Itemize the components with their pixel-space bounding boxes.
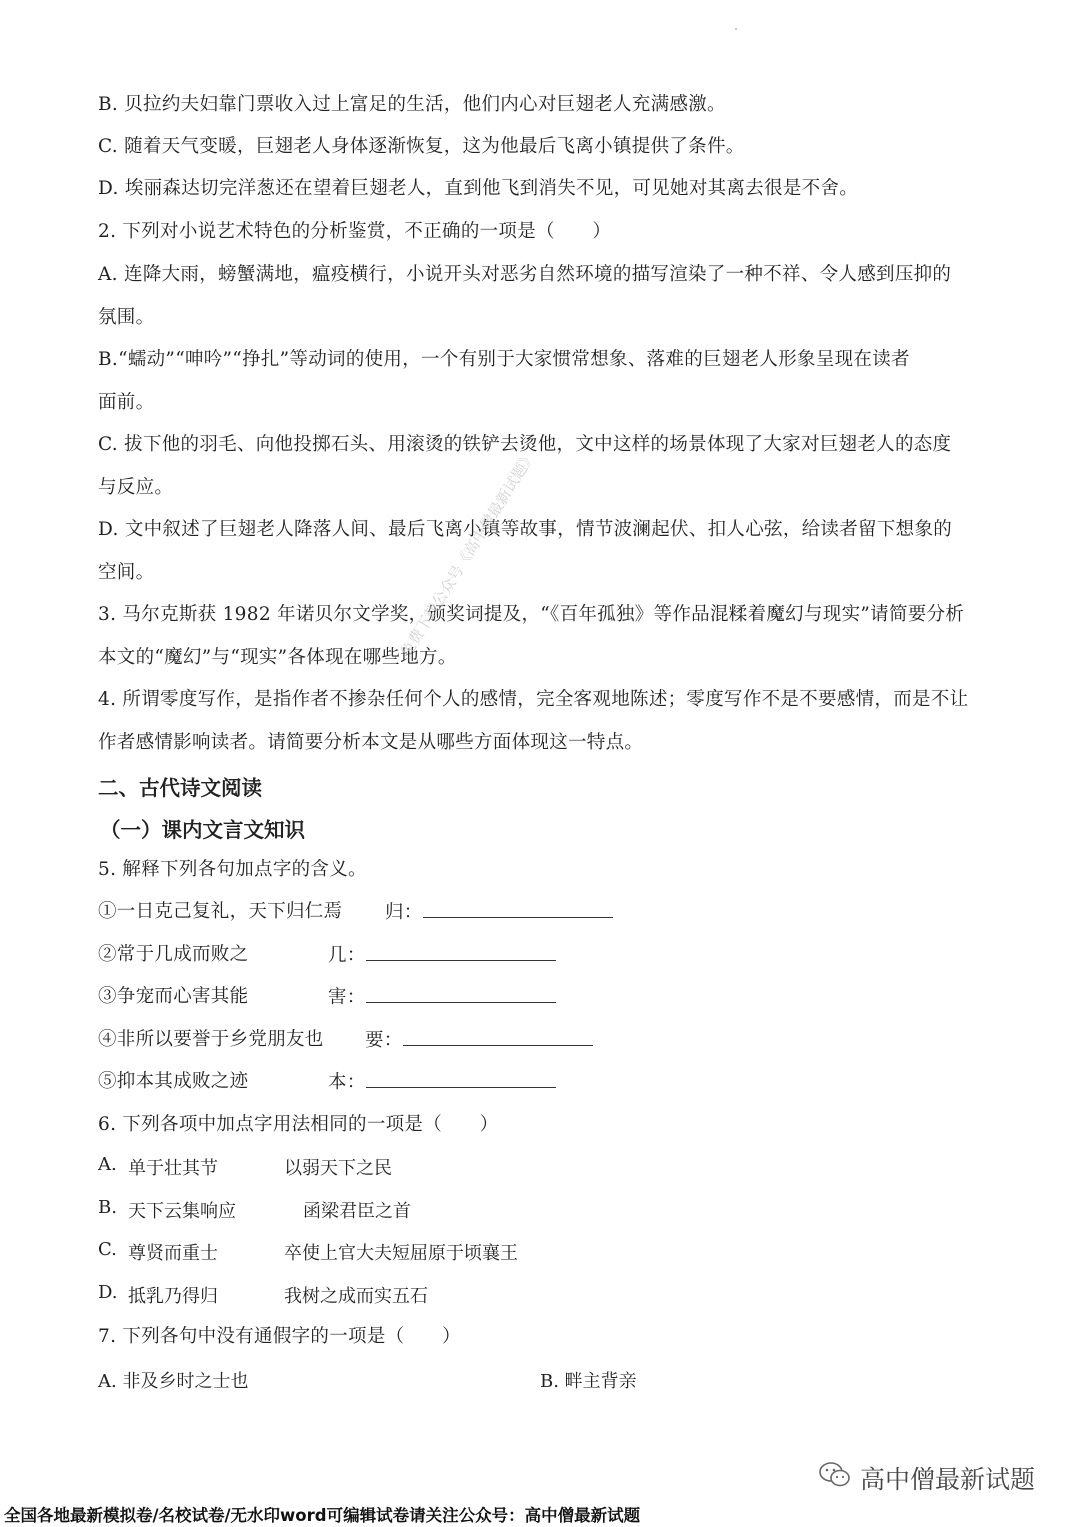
q5-item-1 [98,899,342,925]
q5-item-4-word: 要： [365,1030,403,1051]
diagonal-watermark: 免费下载公众号《高中僧最新试题》 [396,447,540,661]
q1-option-d: D. 埃丽森达切完洋葱还在望着巨翅老人，直到他飞到消失不见，可见她对其离去很是不舍。 [98,178,859,199]
q2-option-a-line2: 氛围。 [98,307,155,328]
subsection-heading: （一）课内文言文知识 [100,818,305,842]
footer-note: 全国各地最新模拟卷/名校试卷/无水印word可编辑试卷请关注公众号：高中僧最新试题 [4,1506,641,1525]
q2-option-b-line1: B.“蠕动”“呻吟”“挣扎”等动词的使用，一个有别于大家惯常想象、落难的巨翅老人形象呈现在读者 [98,349,910,370]
q2-option-d-line2: 空间。 [98,562,155,583]
q5-item-1-sentence: ①一日克己复礼，天下归仁焉 [98,901,343,922]
q5-item-5-sentence: ⑤抑本其成败之迹 [98,1071,249,1092]
q5-item-2 [98,942,248,968]
q5-item-2-blank[interactable] [366,942,556,961]
q5-item-4-blank[interactable] [403,1027,593,1046]
q5-item-3-word: 害： [328,987,366,1008]
q5-item-2-sentence: ②常于几成而败之 [98,944,249,965]
q5-item-3-blank[interactable] [366,984,556,1003]
q1-option-c: C. 随着天气变暖，巨翅老人身体逐渐恢复，这为他最后飞离小镇提供了条件。 [98,136,745,157]
q5-item-4-sentence: ④非所以要誉于乡党朋友也 [98,1029,324,1050]
q6-option-b-left: 天下云集响应 [128,1201,236,1222]
q1-option-b: B. 贝拉约夫妇靠门票收入过上富足的生活，他们内心对巨翅老人充满感激。 [98,94,726,115]
q5-item-4-answer [365,1027,593,1054]
q5-item-3 [98,984,248,1010]
q6-option-a-left: 单于壮其节 [128,1158,218,1179]
brand-name: 高中僧最新试题 [860,1465,1036,1494]
q5-item-4 [98,1027,324,1053]
q4-line2: 作者感情影响读者。请简要分析本文是从哪些方面体现这一特点。 [98,732,644,753]
q5-item-5-blank[interactable] [366,1069,556,1088]
q3-line1: 3. 马尔克斯获 1982 年诺贝尔文学奖，颁奖词提及，“《百年孤独》等作品混糅着魔幻与现实”请简要分析 [98,604,965,625]
q2-option-d-line1: D. 文中叙述了巨翅老人降落人间、最后飞离小镇等故事，情节波澜起伏、扣人心弦，给读者留下想象的 [98,519,953,540]
q5-item-1-word: 归： [385,902,423,923]
q6-option-d-label: D. [98,1282,118,1303]
wechat-icon [818,1460,852,1496]
q5-item-5-word: 本： [328,1072,366,1093]
q2-option-b-line2: 面前。 [98,392,155,413]
q7-option-b: B. 畔主背亲 [540,1371,637,1392]
q5-item-3-sentence: ③争宠而心害其能 [98,986,249,1007]
q6-option-a-right: 以弱天下之民 [284,1158,392,1179]
q6-option-b-label: B. [98,1197,117,1218]
section-heading: 二、古代诗文阅读 [98,776,262,800]
q6-option-d-left: 抵乳乃得归 [128,1286,218,1307]
brand-mark [818,1460,1035,1496]
q5-item-3-answer [328,984,556,1011]
scan-speck [735,28,737,30]
q6-option-a-label: A. [98,1154,117,1175]
q6-option-c-label: C. [98,1239,117,1260]
q5-item-5-answer [328,1069,556,1096]
q5-item-2-answer [328,942,556,969]
q6-stem: 6. 下列各项中加点字用法相同的一项是（ ） [98,1114,499,1135]
q5-item-2-word: 几： [328,945,366,966]
q6-option-b-right: 函梁君臣之首 [303,1201,411,1222]
q2-stem: 2. 下列对小说艺术特色的分析鉴赏，不正确的一项是（ ） [98,221,612,242]
q2-option-a-line1: A. 连降大雨，螃蟹满地，瘟疫横行，小说开头对恶劣自然环境的描写渲染了一种不祥、令人感到压抑的 [98,264,952,285]
q6-option-c-right: 卒使上官大夫短屈原于顷襄王 [284,1243,518,1264]
q7-option-a: A. 非及乡时之士也 [98,1371,249,1392]
q5-stem: 5. 解释下列各句加点字的含义。 [98,859,367,880]
q7-stem: 7. 下列各句中没有通假字的一项是（ ） [98,1326,461,1347]
q5-item-5 [98,1069,248,1095]
q2-option-c-line1: C. 拔下他的羽毛、向他投掷石头、用滚烫的铁铲去烫他，文中这样的场景体现了大家对巨翅老人的态度 [98,434,952,455]
q2-option-c-line2: 与反应。 [98,477,174,498]
q6-option-d-right: 我树之成而实五石 [284,1286,428,1307]
q6-option-c-left: 尊贤而重士 [128,1243,218,1264]
q5-item-1-answer [385,899,613,926]
q3-line2: 本文的“魔幻”与“现实”各体现在哪些地方。 [98,647,457,668]
q5-item-1-blank[interactable] [423,899,613,918]
q4-line1: 4. 所谓零度写作，是指作者不掺杂任何个人的感情，完全客观地陈述；零度写作不是不要感情，而是不让 [98,689,969,710]
